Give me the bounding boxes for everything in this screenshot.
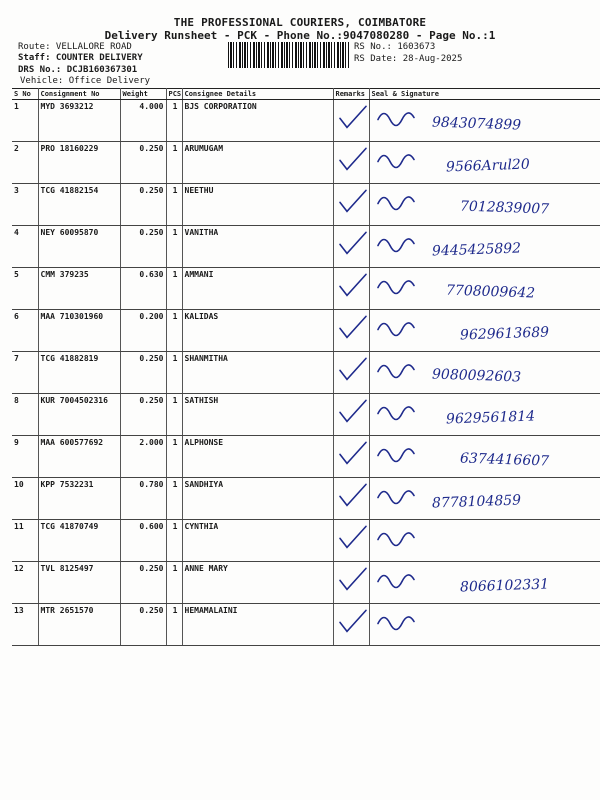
row-consignee: ALPHONSE bbox=[182, 436, 333, 478]
row-consignee: SHANMITHA bbox=[182, 352, 333, 394]
row-sno: 10 bbox=[12, 478, 38, 520]
table-row bbox=[12, 352, 600, 394]
handwritten-phone: 7012839007 bbox=[459, 198, 549, 218]
table-row bbox=[12, 226, 600, 268]
row-remarks bbox=[333, 352, 369, 394]
row-consignment: TVL 8125497 bbox=[38, 562, 120, 604]
row-pcs: 1 bbox=[166, 310, 182, 352]
table-row bbox=[12, 268, 600, 310]
handwritten-phone: 9629561814 bbox=[445, 408, 535, 428]
row-remarks bbox=[333, 100, 369, 142]
rs-number: RS No.: 1603673 bbox=[354, 42, 436, 52]
row-sno: 13 bbox=[12, 604, 38, 646]
row-consignment: TCG 41882819 bbox=[38, 352, 120, 394]
barcode bbox=[228, 42, 350, 68]
row-remarks bbox=[333, 226, 369, 268]
row-consignment: PRO 18160229 bbox=[38, 142, 120, 184]
row-sno: 2 bbox=[12, 142, 38, 184]
row-consignee: ARUMUGAM bbox=[182, 142, 333, 184]
row-signature bbox=[369, 352, 600, 394]
col-sno: S No bbox=[12, 89, 38, 100]
row-weight: 0.250 bbox=[120, 226, 166, 268]
row-remarks bbox=[333, 310, 369, 352]
row-pcs: 1 bbox=[166, 268, 182, 310]
table-header-row bbox=[12, 89, 600, 100]
row-signature bbox=[369, 562, 600, 604]
row-weight: 0.250 bbox=[120, 562, 166, 604]
row-weight: 2.000 bbox=[120, 436, 166, 478]
row-consignment: KPP 7532231 bbox=[38, 478, 120, 520]
row-sno: 6 bbox=[12, 310, 38, 352]
row-consignee: KALIDAS bbox=[182, 310, 333, 352]
col-weight: Weight bbox=[120, 89, 166, 100]
handwritten-phone: 9080092603 bbox=[431, 366, 521, 386]
row-consignee: AMMANI bbox=[182, 268, 333, 310]
row-remarks bbox=[333, 394, 369, 436]
company-title: THE PROFESSIONAL COURIERS, COIMBATORE bbox=[173, 16, 427, 29]
handwritten-phone: 9566Arul20 bbox=[445, 156, 530, 176]
row-signature bbox=[369, 436, 600, 478]
row-signature bbox=[369, 142, 600, 184]
row-signature bbox=[369, 478, 600, 520]
table-row bbox=[12, 100, 600, 142]
table-row bbox=[12, 520, 600, 562]
runsheet-subtitle: Delivery Runsheet - PCK - Phone No.:9047080280 - Page No.:1 bbox=[104, 29, 496, 42]
row-sno: 3 bbox=[12, 184, 38, 226]
row-remarks bbox=[333, 520, 369, 562]
col-remarks: Remarks bbox=[333, 89, 369, 100]
col-consignment: Consignment No bbox=[38, 89, 120, 100]
row-consignment: NEY 60095870 bbox=[38, 226, 120, 268]
handwritten-phone: 8066102331 bbox=[459, 576, 549, 596]
table-row bbox=[12, 436, 600, 478]
row-consignment: KUR 7004502316 bbox=[38, 394, 120, 436]
row-pcs: 1 bbox=[166, 478, 182, 520]
row-sno: 12 bbox=[12, 562, 38, 604]
row-remarks bbox=[333, 142, 369, 184]
row-weight: 0.250 bbox=[120, 604, 166, 646]
table-row bbox=[12, 562, 600, 604]
handwritten-phone: 6374416607 bbox=[459, 450, 549, 470]
table-row bbox=[12, 184, 600, 226]
row-consignment: MTR 2651570 bbox=[38, 604, 120, 646]
row-consignee: BJS CORPORATION bbox=[182, 100, 333, 142]
row-sno: 4 bbox=[12, 226, 38, 268]
row-signature bbox=[369, 100, 600, 142]
col-consignee: Consignee Details bbox=[182, 89, 333, 100]
row-signature bbox=[369, 226, 600, 268]
row-consignment: MAA 710301960 bbox=[38, 310, 120, 352]
row-sno: 9 bbox=[12, 436, 38, 478]
row-pcs: 1 bbox=[166, 226, 182, 268]
row-consignee: ANNE MARY bbox=[182, 562, 333, 604]
row-remarks bbox=[333, 436, 369, 478]
row-sno: 5 bbox=[12, 268, 38, 310]
row-signature bbox=[369, 394, 600, 436]
table-row bbox=[12, 478, 600, 520]
col-signature: Seal & Signature bbox=[369, 89, 600, 100]
col-pcs: PCS bbox=[166, 89, 182, 100]
row-pcs: 1 bbox=[166, 142, 182, 184]
row-consignee: VANITHA bbox=[182, 226, 333, 268]
row-consignee: NEETHU bbox=[182, 184, 333, 226]
row-sno: 11 bbox=[12, 520, 38, 562]
runsheet-table bbox=[12, 88, 600, 646]
row-weight: 0.600 bbox=[120, 520, 166, 562]
handwritten-phone: 8778104859 bbox=[431, 492, 521, 512]
row-consignment: MAA 600577692 bbox=[38, 436, 120, 478]
row-signature bbox=[369, 184, 600, 226]
row-weight: 0.200 bbox=[120, 310, 166, 352]
row-consignee: HEMAMALAINI bbox=[182, 604, 333, 646]
route-label: Route: VELLALORE ROAD bbox=[18, 42, 132, 52]
row-weight: 0.250 bbox=[120, 142, 166, 184]
drs-label: DRS No.: DCJB160367301 bbox=[18, 65, 138, 75]
row-weight: 0.780 bbox=[120, 478, 166, 520]
row-weight: 0.630 bbox=[120, 268, 166, 310]
table-row bbox=[12, 394, 600, 436]
table-row bbox=[12, 604, 600, 646]
row-consignee: SATHISH bbox=[182, 394, 333, 436]
handwritten-phone: 9629613689 bbox=[459, 324, 549, 344]
row-consignment: CMM 379235 bbox=[38, 268, 120, 310]
row-pcs: 1 bbox=[166, 100, 182, 142]
row-pcs: 1 bbox=[166, 436, 182, 478]
row-pcs: 1 bbox=[166, 520, 182, 562]
row-weight: 0.250 bbox=[120, 352, 166, 394]
row-pcs: 1 bbox=[166, 604, 182, 646]
row-signature bbox=[369, 604, 600, 646]
row-consignment: TCG 41870749 bbox=[38, 520, 120, 562]
handwritten-phone: 9843074899 bbox=[431, 114, 521, 134]
row-remarks bbox=[333, 184, 369, 226]
row-remarks bbox=[333, 562, 369, 604]
row-pcs: 1 bbox=[166, 184, 182, 226]
row-weight: 4.000 bbox=[120, 100, 166, 142]
table-row bbox=[12, 142, 600, 184]
handwritten-phone: 9445425892 bbox=[431, 240, 521, 260]
row-remarks bbox=[333, 604, 369, 646]
row-signature bbox=[369, 520, 600, 562]
row-pcs: 1 bbox=[166, 394, 182, 436]
row-pcs: 1 bbox=[166, 352, 182, 394]
row-remarks bbox=[333, 478, 369, 520]
handwritten-phone: 7708009642 bbox=[445, 282, 535, 302]
table-row bbox=[12, 310, 600, 352]
row-signature bbox=[369, 310, 600, 352]
row-sno: 7 bbox=[12, 352, 38, 394]
row-weight: 0.250 bbox=[120, 184, 166, 226]
rs-date: RS Date: 28-Aug-2025 bbox=[354, 54, 463, 64]
row-consignment: MYD 3693212 bbox=[38, 100, 120, 142]
row-consignment: TCG 41882154 bbox=[38, 184, 120, 226]
row-remarks bbox=[333, 268, 369, 310]
vehicle-label: Vehicle: Office Delivery bbox=[20, 76, 151, 86]
row-pcs: 1 bbox=[166, 562, 182, 604]
row-consignee: SANDHIYA bbox=[182, 478, 333, 520]
row-sno: 1 bbox=[12, 100, 38, 142]
staff-label: Staff: COUNTER DELIVERY bbox=[18, 53, 143, 63]
row-signature bbox=[369, 268, 600, 310]
row-weight: 0.250 bbox=[120, 394, 166, 436]
row-sno: 8 bbox=[12, 394, 38, 436]
row-consignee: CYNTHIA bbox=[182, 520, 333, 562]
